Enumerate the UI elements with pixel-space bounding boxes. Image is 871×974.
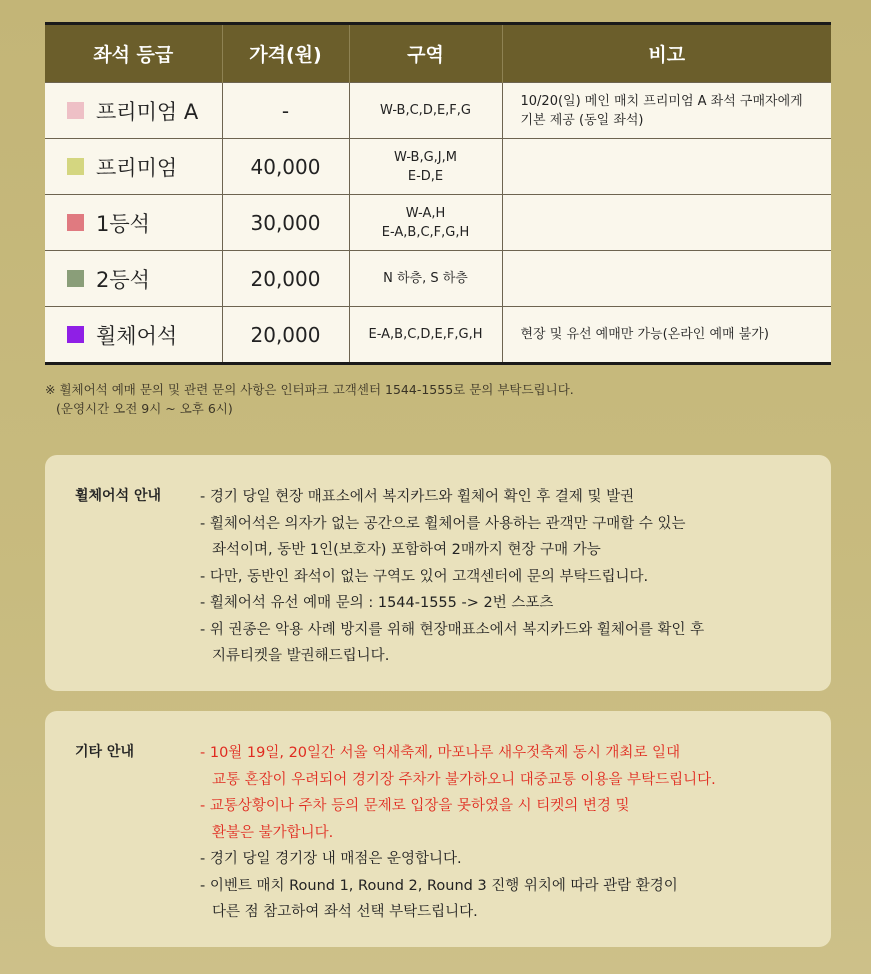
zone-line: E-A,B,C,F,G,H [381, 224, 470, 240]
info-line: - 휠체어석 유선 예매 문의 : 1544-1555 -> 2번 스포츠 [200, 595, 554, 611]
zone-line: W-A,H [405, 205, 446, 221]
note-line: 10/20(일) 메인 매치 프리미엄 A 좌석 구매자에게 [520, 93, 803, 109]
info-line-warning: - 10월 19일, 20일간 서울 억새축제, 마포나루 새우젓축제 동시 개최로 일대 [200, 745, 681, 761]
info-line: - 이벤트 매치 Round 1, Round 2, Round 3 진행 위치에 따라 관람 환경이 [200, 877, 678, 894]
other-info-box [45, 711, 831, 947]
info-line: 좌석이며, 동반 1인(보호자) 포함하여 2매까지 현장 구매 가능 [212, 542, 601, 558]
contact-footnote [45, 380, 574, 418]
zone-line: E-A,B,C,D,E,F,G,H [368, 327, 483, 342]
other-info-title: 기타 안내 [75, 744, 134, 760]
zone-cell [349, 83, 502, 139]
grade-name: 2등석 [96, 267, 150, 292]
table-row [45, 251, 831, 307]
info-line: - 휠체어석은 의자가 없는 공간으로 휠체어를 사용하는 관객만 구매할 수 있는 [200, 515, 686, 532]
grade-color-swatch [67, 326, 84, 343]
grade-name: 휠체어석 [96, 323, 178, 348]
info-line: - 경기 당일 경기장 내 매점은 운영합니다. [200, 851, 462, 867]
grade-name: 프리미엄 A [96, 99, 199, 124]
grade-color-swatch [67, 270, 84, 287]
info-line: - 다만, 동반인 좌석이 없는 구역도 있어 고객센터에 문의 부탁드립니다. [200, 568, 649, 585]
note-cell [502, 83, 831, 139]
header-note: 비고 [502, 24, 831, 83]
table-header-row [45, 24, 831, 83]
price-cell: 30,000 [222, 195, 349, 251]
grade-name: 1등석 [96, 211, 150, 236]
price-cell: 20,000 [222, 307, 349, 364]
note-cell [502, 195, 831, 251]
grade-cell [45, 307, 222, 364]
zone-line: N 하층, S 하층 [383, 271, 468, 286]
wheelchair-info-title: 휠체어석 안내 [75, 488, 162, 504]
zone-cell [349, 251, 502, 307]
info-line-warning: 교통 혼잡이 우려되어 경기장 주차가 불가하오니 대중교통 이용을 부탁드립니다. [212, 771, 716, 788]
zone-line: W-B,C,D,E,F,G [380, 103, 471, 118]
price-cell: 20,000 [222, 251, 349, 307]
info-line: - 위 권종은 악용 사례 방지를 위해 현장매표소에서 복지카드와 휠체어를 확인 후 [200, 621, 705, 638]
footnote-hours: (운영시간 오전 9시 ~ 오후 6시) [56, 401, 233, 416]
zone-line: W-B,G,J,M [394, 149, 457, 165]
grade-color-swatch [67, 214, 84, 231]
grade-color-swatch [67, 158, 84, 175]
wheelchair-info-list [200, 484, 704, 670]
header-price: 가격(원) [222, 24, 349, 83]
table-row [45, 139, 831, 195]
grade-cell [45, 251, 222, 307]
info-line: 다른 점 참고하여 좌석 선택 부탁드립니다. [212, 904, 478, 920]
note-line: 기본 제공 (동일 좌석) [520, 112, 644, 128]
grade-name: 프리미엄 [96, 155, 178, 180]
zone-line: E-D,E [407, 168, 444, 184]
table-row [45, 307, 831, 364]
info-line: 지류티켓을 발권해드립니다. [212, 648, 390, 664]
note-cell [502, 139, 831, 195]
footnote-line: ※ 휠체어석 예매 문의 및 관련 문의 사항은 인터파크 고객센터 1544-1555로 문의 부탁드립니다. [45, 382, 574, 397]
price-cell: 40,000 [222, 139, 349, 195]
grade-cell [45, 83, 222, 139]
grade-color-swatch [67, 102, 84, 119]
info-line-warning: 환불은 불가합니다. [212, 824, 334, 841]
grade-cell [45, 195, 222, 251]
zone-cell [349, 139, 502, 195]
zone-cell [349, 307, 502, 364]
header-grade: 좌석 등급 [45, 24, 222, 83]
seat-price-table [45, 22, 831, 365]
table-row [45, 83, 831, 139]
info-line: - 경기 당일 현장 매표소에서 복지카드와 휠체어 확인 후 결제 및 발권 [200, 489, 635, 505]
grade-cell [45, 139, 222, 195]
note-cell [502, 251, 831, 307]
table-row [45, 195, 831, 251]
note-line: 현장 및 유선 예매만 가능(온라인 예매 불가) [520, 327, 769, 342]
header-zone: 구역 [349, 24, 502, 83]
zone-cell [349, 195, 502, 251]
note-cell [502, 307, 831, 364]
info-line-warning: - 교통상황이나 주차 등의 문제로 입장을 못하였을 시 티켓의 변경 및 [200, 798, 630, 814]
other-info-list [200, 740, 716, 926]
price-cell: - [222, 83, 349, 139]
wheelchair-info-box [45, 455, 831, 691]
